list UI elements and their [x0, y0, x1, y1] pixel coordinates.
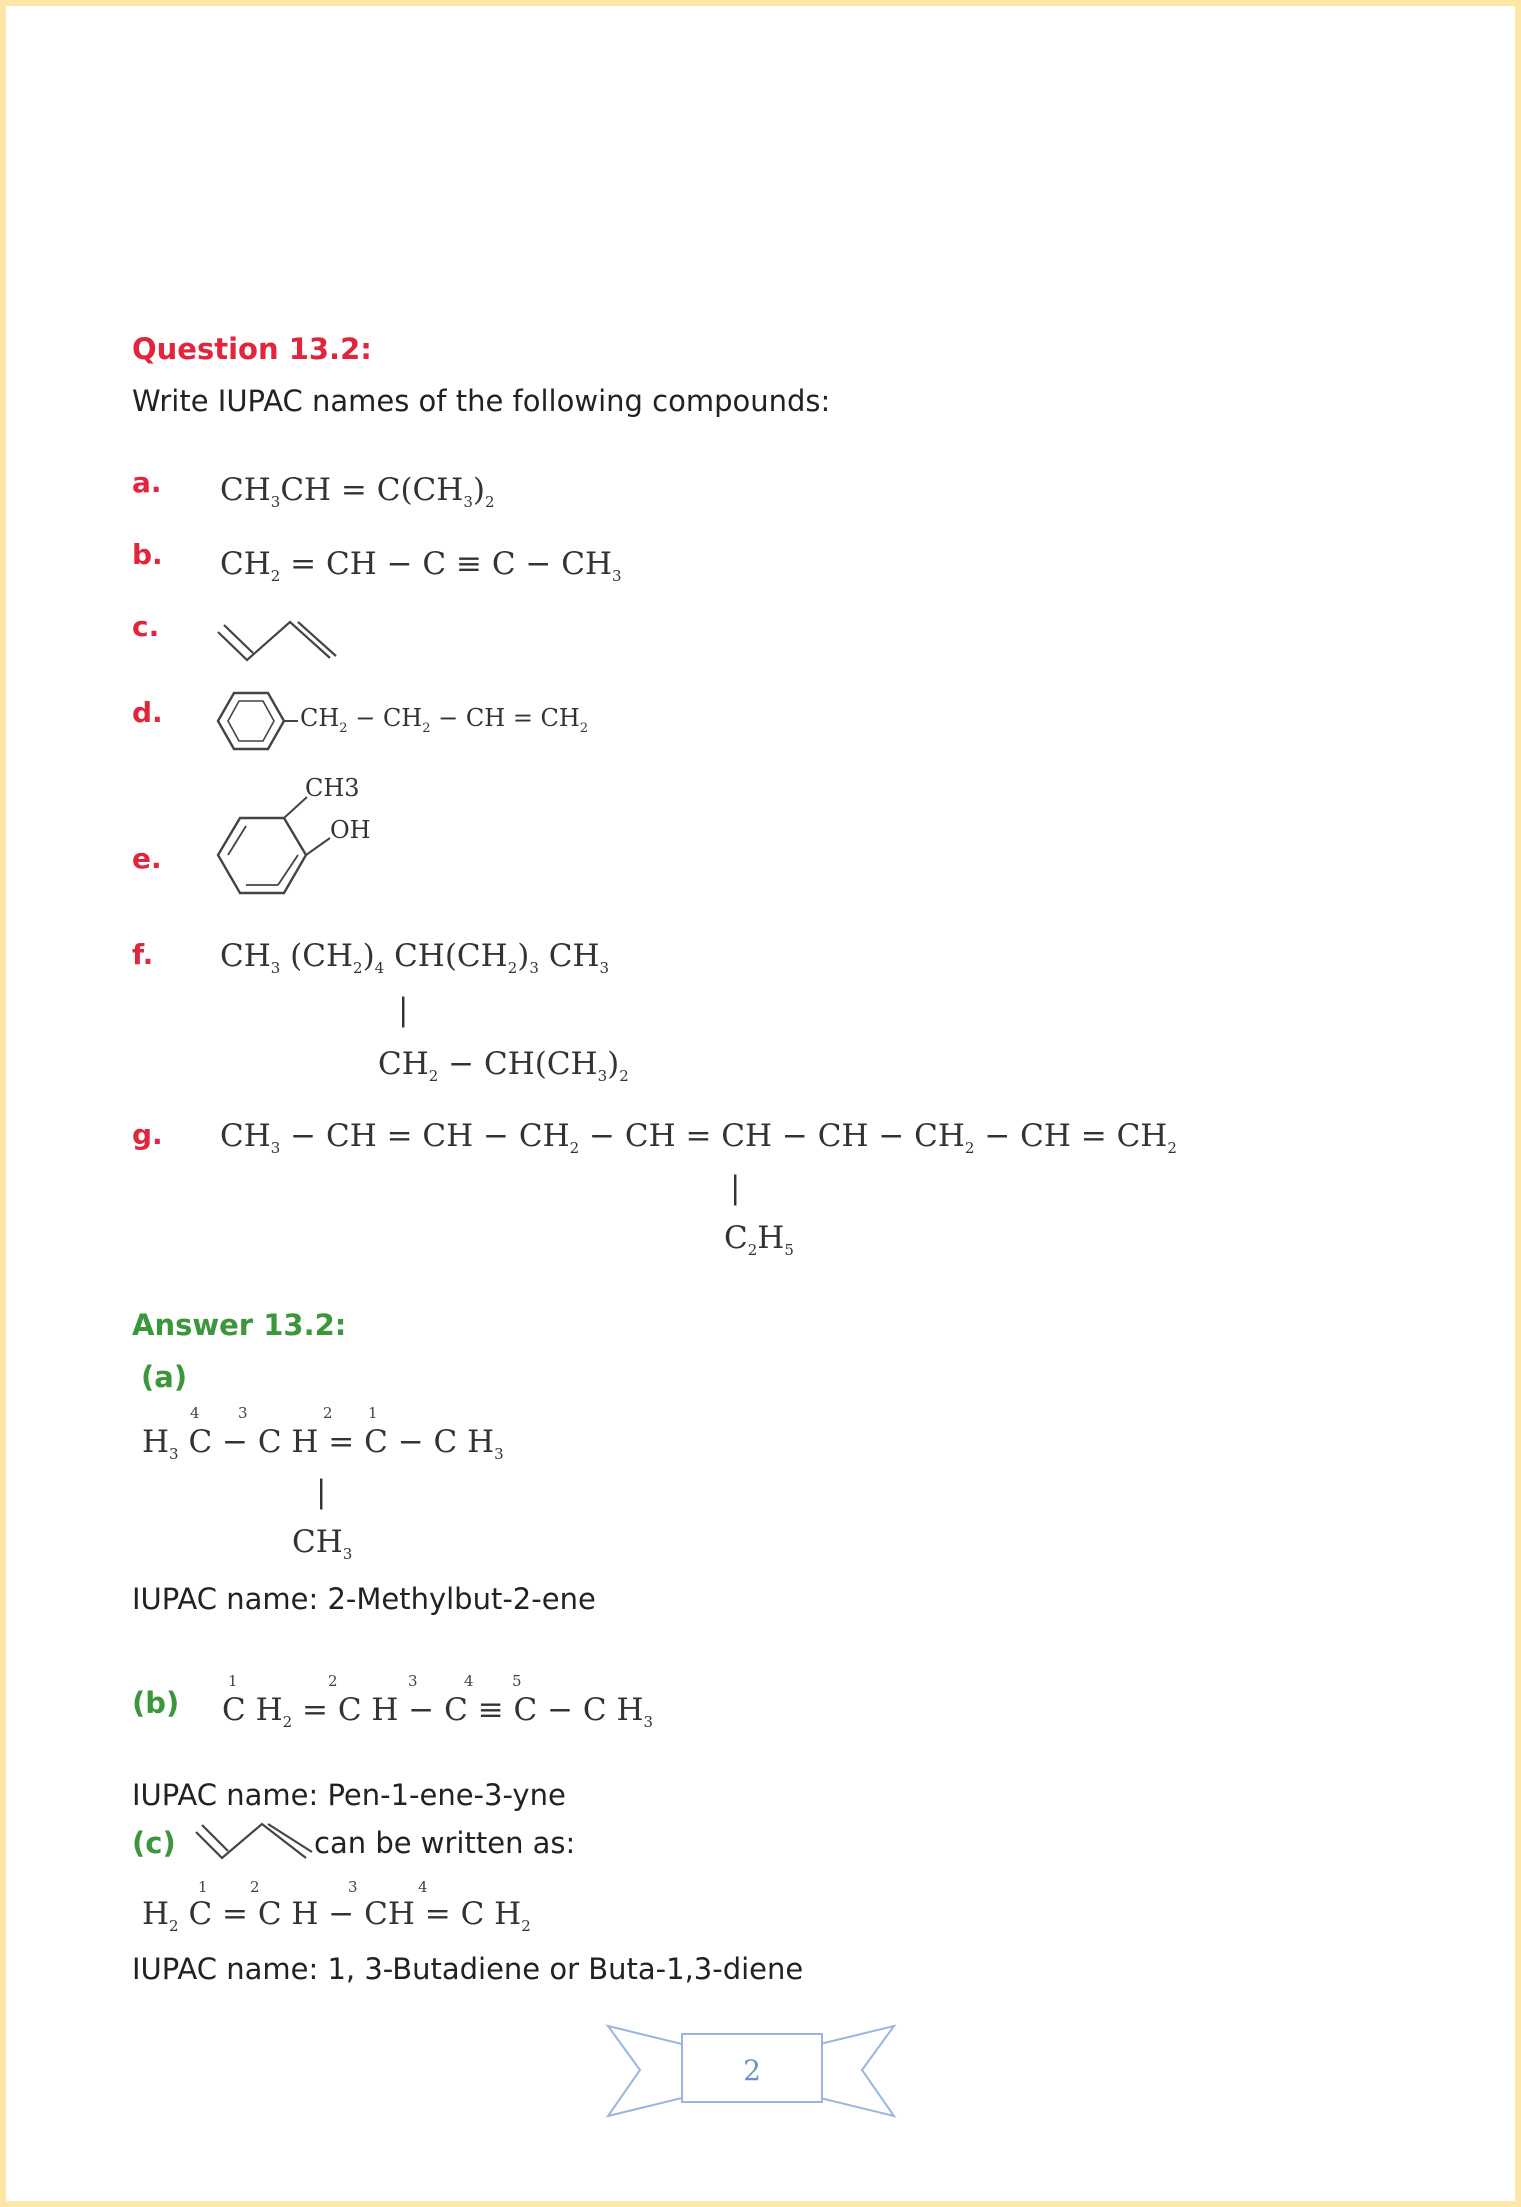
formula-answer-b: C $H_2 = C$ H − C ≡ C − C $H_3$: [222, 1692, 654, 1732]
iupac-name-c: IUPAC name: 1, 3-Butadiene or Buta-1,3-diene: [132, 1952, 804, 1986]
substituent-oh-e: OH: [330, 816, 371, 844]
answer-label-b: (b): [132, 1686, 180, 1720]
locant-b-1: 1: [228, 1672, 238, 1690]
page-number: 2: [743, 2054, 761, 2087]
question-prompt: Write IUPAC names of the following compounds:: [132, 384, 831, 418]
iupac-name-a: IUPAC name: 2-Methylbut-2-ene: [132, 1582, 596, 1616]
locant-c-4: 4: [418, 1878, 428, 1896]
answer-c-text: can be written as:: [314, 1826, 576, 1860]
locant-b-4: 4: [464, 1672, 474, 1690]
bond-f: |: [398, 992, 409, 1028]
formula-a: $CH_3CH = C(CH_3)_2$: [220, 472, 495, 512]
locant-b-5: 5: [512, 1672, 522, 1690]
question-title: Question 13.2:: [132, 332, 372, 366]
item-label-g: g.: [132, 1118, 163, 1151]
item-label-d: d.: [132, 696, 163, 729]
formula-f-main: $CH_3$ $(CH_2)_4$ $CH(CH_2)_3$ $CH_3$: [220, 938, 610, 978]
formula-g-branch: $C_2H_5$: [724, 1220, 794, 1260]
locant-1: 1: [368, 1404, 378, 1422]
item-label-c: c.: [132, 610, 160, 643]
answer-title: Answer 13.2:: [132, 1308, 347, 1342]
locant-c-3: 3: [348, 1878, 358, 1896]
formula-d-chain: $CH_2 - CH_2$ − CH = $CH_2$: [300, 704, 589, 736]
item-label-b: b.: [132, 538, 163, 571]
locant-2: 2: [323, 1404, 333, 1422]
formula-g-main: $CH_3$ − CH = CH − $CH_2$ − CH = CH − CH − $CH_2$ − CH = $CH_2$: [220, 1118, 1177, 1158]
bond-answer-a: |: [316, 1474, 327, 1510]
item-label-a: a.: [132, 466, 162, 499]
formula-answer-a-branch: $CH_3$: [292, 1524, 353, 1564]
locant-4: 4: [190, 1404, 200, 1422]
locant-c-1: 1: [198, 1878, 208, 1896]
substituent-ch3-e: CH3: [305, 774, 360, 802]
formula-f-branch: $CH_2 - CH(CH_3)_2$: [378, 1046, 629, 1086]
formula-answer-a: $H_3$ C − C H = C − C $H_3$: [142, 1424, 504, 1464]
locant-3: 3: [238, 1404, 248, 1422]
answer-label-a: (a): [141, 1360, 188, 1394]
item-label-e: e.: [132, 842, 162, 875]
formula-answer-c: $H_2$ C = C H − CH = C $H_2$: [142, 1896, 531, 1936]
locant-b-3: 3: [408, 1672, 418, 1690]
formula-b: $CH_2$ = CH − $C \equiv C - CH_3$: [220, 546, 622, 586]
iupac-name-b: IUPAC name: Pen-1-ene-3-yne: [132, 1778, 566, 1812]
locant-c-2: 2: [250, 1878, 260, 1896]
locant-b-2: 2: [328, 1672, 338, 1690]
answer-label-c: (c): [132, 1826, 176, 1860]
bond-g: |: [730, 1170, 741, 1206]
item-label-f: f.: [132, 938, 154, 971]
